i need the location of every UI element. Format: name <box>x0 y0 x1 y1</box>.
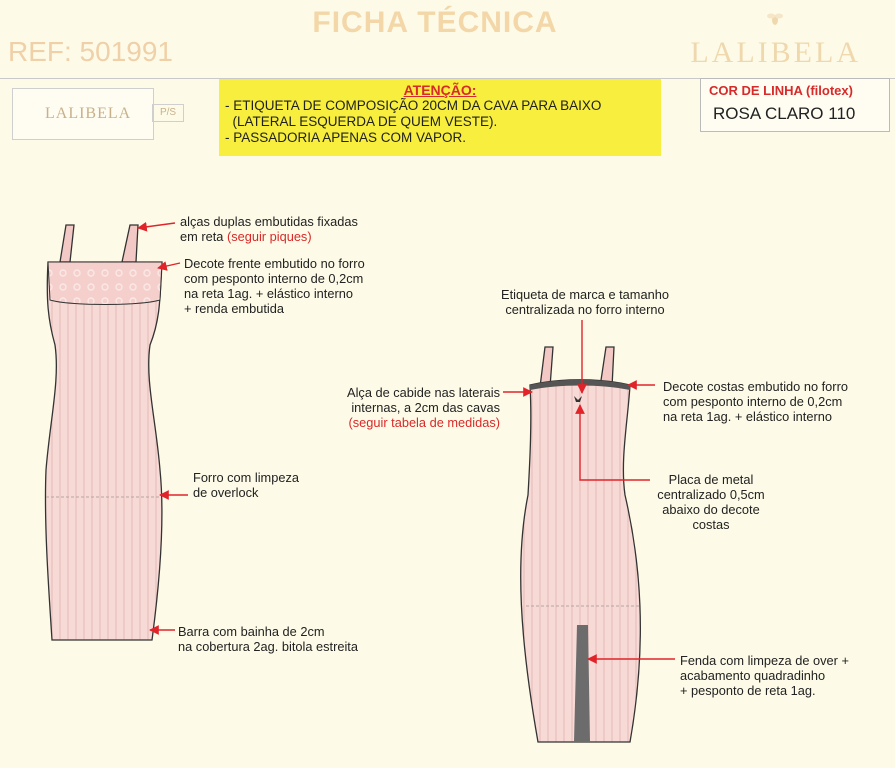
note-highlight: (seguir piques) <box>226 229 312 244</box>
note-line: Fenda com limpeza de over + <box>680 653 849 668</box>
note-line: Forro com limpeza <box>193 470 299 485</box>
note-line: Decote frente embutido no forro <box>184 256 365 271</box>
note-straps <box>180 214 358 244</box>
front-dress-body <box>45 262 162 640</box>
note-line: internas, a 2cm das cavas <box>351 400 500 415</box>
thread-color-value: ROSA CLARO 110 <box>713 104 856 123</box>
arrow-straps <box>138 223 175 228</box>
note-line: na cobertura 2ag. bitola estreita <box>178 639 358 654</box>
note-line: abaixo do decote <box>662 502 760 517</box>
note-line: na reta 1ag. + elástico interno <box>184 286 353 301</box>
note-line: com pesponto interno de 0,2cm <box>663 394 843 409</box>
front-dress <box>45 225 162 640</box>
note-line: + pesponto de reta 1ag. <box>680 683 816 698</box>
note-line: Etiqueta de marca e tamanho <box>501 287 669 302</box>
reference-code: REF: 501991 <box>8 36 173 67</box>
front-lace-band <box>48 262 162 305</box>
note-line: acabamento quadradinho <box>680 668 826 683</box>
brand-logo: LALIBELA <box>690 36 861 69</box>
note-line: na reta 1ag. + elástico interno <box>663 409 832 424</box>
attention-line: - PASSADORIA APENAS COM VAPOR. <box>225 130 467 145</box>
note-line: Decote costas embutido no forro <box>663 379 848 394</box>
note-line: com pesponto interno de 0,2cm <box>184 271 364 286</box>
note-line: + renda embutida <box>184 301 284 316</box>
attention-heading: ATENÇÃO: <box>403 82 477 98</box>
front-strap-right <box>122 225 138 262</box>
note-hem <box>178 624 358 654</box>
note-line: de overlock <box>193 485 259 500</box>
note-text: em reta <box>180 229 227 244</box>
note-line: centralizada no forro interno <box>505 302 665 317</box>
note-lining <box>193 470 299 500</box>
note-back-neckline <box>663 379 848 424</box>
note-line: Barra com bainha de 2cm <box>178 624 325 639</box>
note-line: costas <box>692 517 730 532</box>
attention-line: (LATERAL ESQUERDA DE QUEM VESTE). <box>225 114 498 129</box>
note-slit <box>680 653 849 698</box>
label-brand-text: LALIBELA <box>45 105 132 122</box>
note-metal-plate <box>636 472 786 532</box>
note-brand-label <box>487 287 683 317</box>
page-title: FICHA TÉCNICA <box>312 6 558 39</box>
note-highlight: (seguir tabela de medidas) <box>348 415 500 430</box>
note-line <box>180 229 358 244</box>
note-line: alças duplas embutidas fixadas <box>180 214 358 229</box>
note-line: Alça de cabide nas laterais <box>347 385 500 400</box>
note-line: Placa de metal <box>668 472 754 487</box>
size-tag: P/S <box>152 104 184 122</box>
thread-color-heading: COR DE LINHA (filotex) <box>709 83 853 98</box>
front-strap-left <box>60 225 74 262</box>
note-hanger <box>300 385 500 430</box>
note-line: centralizado 0,5cm <box>657 487 765 502</box>
attention-line: - ETIQUETA DE COMPOSIÇÃO 20CM DA CAVA PARA BAIXO <box>225 98 602 113</box>
note-front-neckline <box>184 256 365 316</box>
